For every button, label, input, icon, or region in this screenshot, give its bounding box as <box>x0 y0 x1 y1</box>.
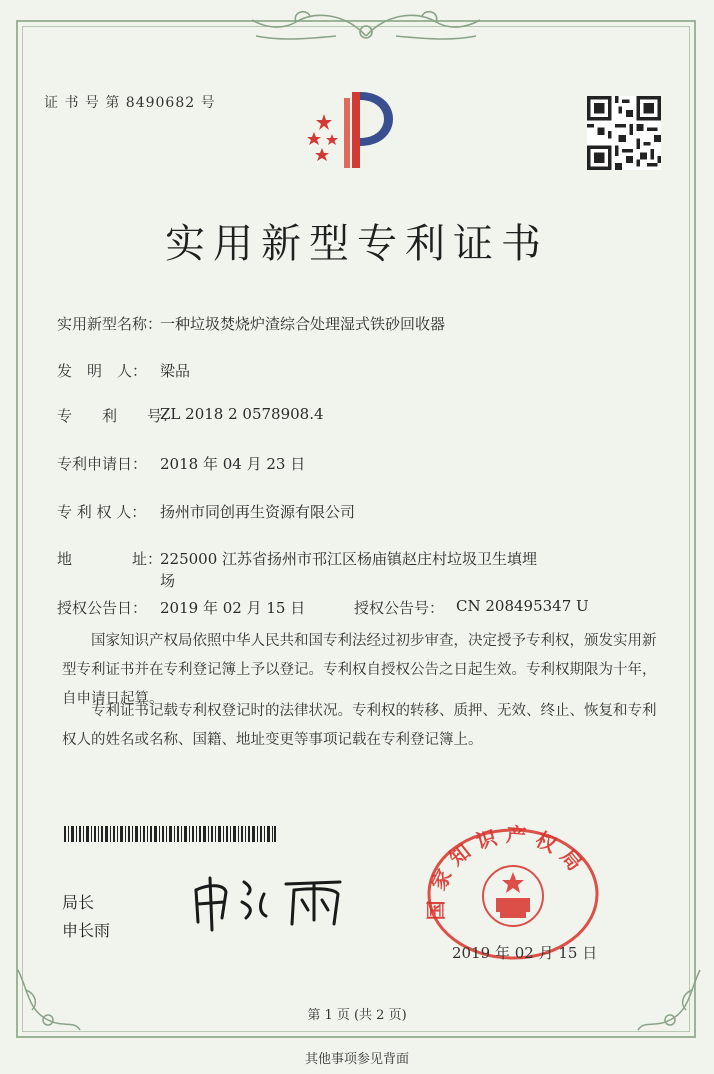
inventor-label: 发 明 人： <box>57 362 148 380</box>
page-number: 第 1 页 (共 2 页) <box>307 1008 407 1023</box>
address-label: 地 址： <box>57 550 163 568</box>
handwritten-signature-icon <box>190 872 360 932</box>
patentee-label: 专 利 权 人： <box>57 503 147 521</box>
patent-number-label: 专 利 号： <box>57 407 178 425</box>
signature-name: 申长雨 <box>62 921 111 940</box>
certificate-title: 实用新型专利证书 <box>165 221 549 267</box>
back-note: 其他事项参见背面 <box>304 1052 409 1067</box>
legal-status-paragraph: 专利证书记载专利权登记时的法律状况。专利权的转移、质押、无效、终止、恢复和专利权人的姓名或名称、国籍、地址变更等事项记载在专利登记簿上。 <box>62 703 657 748</box>
grant-statement-paragraph: 国家知识产权局依照中华人民共和国专利法经过初步审查，决定授予专利权，颁发实用新型专利证书并在专利登记簿上予以登记。专利权自授权公告之日起生效。专利权期限为十年，自申请日起算。 <box>62 633 657 707</box>
utility-model-name: 一种垃圾焚烧炉渣综合处理湿式铁砂回收器 <box>160 315 446 333</box>
utility-model-name-label: 实用新型名称： <box>57 315 163 333</box>
corner-ornament-icon <box>8 960 88 1040</box>
qr-code-icon <box>587 96 661 170</box>
barcode-icon <box>64 826 276 842</box>
patentee: 扬州市同创再生资源有限公司 <box>160 503 356 521</box>
filing-date: 2018 年 04 月 23 日 <box>160 455 306 473</box>
seal-text: 国家知识产权局 <box>424 822 593 921</box>
grant-number-label: 授权公告号： <box>354 599 445 617</box>
top-ornament-icon <box>236 6 496 50</box>
grant-number: CN 208495347 U <box>456 597 589 615</box>
official-seal-icon <box>424 812 602 960</box>
signature-role: 局长 <box>62 893 95 912</box>
grant-date: 2019 年 02 月 15 日 <box>160 599 306 617</box>
corner-ornament-icon <box>630 960 710 1040</box>
certificate-number: 证 书 号 第 8490682 号 <box>44 95 216 111</box>
address-line-2: 场 <box>160 572 176 590</box>
patent-number: ZL 2018 2 0578908.4 <box>160 405 324 423</box>
address-line-1: 225000 江苏省扬州市邗江区杨庙镇赵庄村垃圾卫生填埋 <box>160 550 538 568</box>
inventor: 梁品 <box>160 362 191 380</box>
seal-date: 2019 年 02 月 15 日 <box>452 944 598 962</box>
filing-date-label: 专利申请日： <box>57 455 148 473</box>
cnipa-logo-icon <box>294 84 414 174</box>
grant-date-label: 授权公告日： <box>57 599 148 617</box>
